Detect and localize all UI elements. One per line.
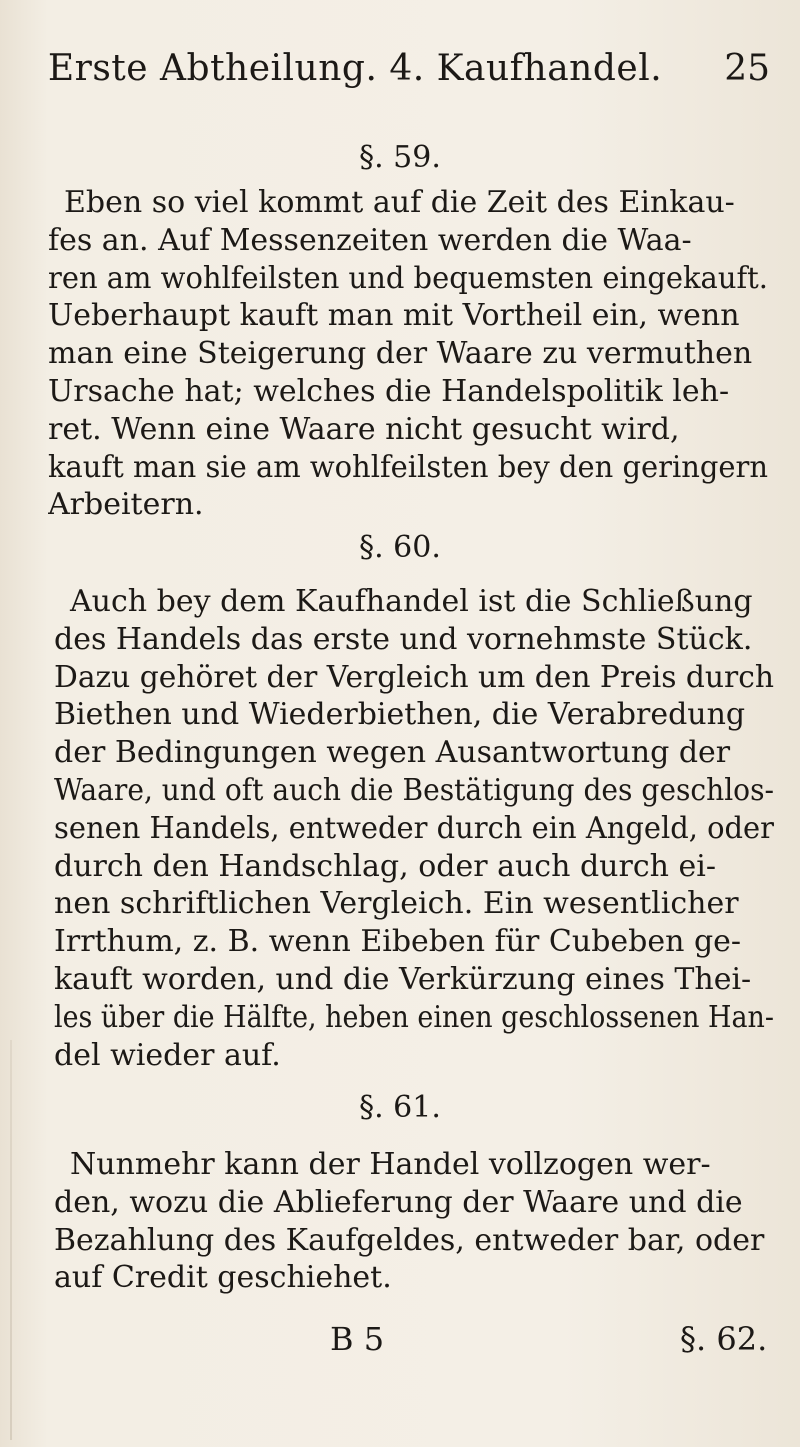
page-number: 25 xyxy=(724,48,770,89)
text-line: auf Credit geschiehet. xyxy=(54,1260,392,1296)
text-line: Nunmehr kann der Handel vollzogen wer- xyxy=(70,1147,711,1182)
section-heading-60: §. 60. xyxy=(359,530,441,565)
running-header xyxy=(30,48,770,98)
text-line: der Bedingungen wegen Ausantwortung der xyxy=(54,735,731,771)
text-line: kauft man sie am wohlfeilsten bey den geringern xyxy=(48,449,768,485)
text-line: senen Handels, entweder durch ein Angeld, oder xyxy=(54,810,774,846)
section-heading-59: §. 59. xyxy=(359,140,441,175)
running-title: Erste Abtheilung. 4. Kaufhandel. xyxy=(47,48,663,89)
text-line: nen schriftlichen Vergleich. Ein wesentlicher xyxy=(54,886,739,922)
text-line: Arbeitern. xyxy=(48,487,204,523)
text-line: Waare, und oft auch die Bestätigung des geschlos- xyxy=(54,772,774,808)
text-line: Dazu gehöret der Vergleich um den Preis durch xyxy=(54,659,774,695)
text-line: den, wozu die Ablieferung der Waare und die xyxy=(54,1184,743,1220)
section-heading-61: §. 61. xyxy=(359,1090,441,1125)
text-line: man eine Steigerung der Waare zu vermuthen xyxy=(48,336,753,372)
text-line: del wieder auf. xyxy=(54,1037,281,1073)
text-line: les über die Hälfte, heben einen geschlossenen Han- xyxy=(54,999,774,1035)
text-line: ret. Wenn eine Waare nicht gesucht wird, xyxy=(48,411,680,447)
text-line: fes an. Auf Messenzeiten werden die Waa- xyxy=(48,222,692,258)
text-line: des Handels das erste und vornehmste Stück. xyxy=(54,621,753,657)
text-line: ren am wohlfeilsten und bequemsten eingekauft. xyxy=(48,260,768,296)
signature-mark: B 5 xyxy=(330,1320,385,1358)
catchword: §. 62. xyxy=(680,1320,768,1358)
text-line: Ueberhaupt kauft man mit Vortheil ein, wenn xyxy=(48,298,740,334)
text-line: Irrthum, z. B. wenn Eibeben für Cubeben ge- xyxy=(54,924,742,960)
text-line: Auch bey dem Kaufhandel ist die Schließung xyxy=(70,584,753,619)
paragraph-60 xyxy=(54,583,774,1074)
text-line: Eben so viel kommt auf die Zeit des Einkau- xyxy=(64,185,735,220)
paragraph-59 xyxy=(48,184,768,524)
text-line: kauft worden, und die Verkürzung eines Thei- xyxy=(54,961,752,997)
text-line: durch den Handschlag, oder auch durch ei- xyxy=(54,848,716,884)
paragraph-61 xyxy=(54,1146,774,1297)
text-line: Biethen und Wiederbiethen, die Verabredung xyxy=(54,697,746,733)
text-line: Ursache hat; welches die Handelspolitik leh- xyxy=(48,373,730,409)
page-footer xyxy=(0,1320,800,1370)
text-line: Bezahlung des Kaufgeldes, entweder bar, oder xyxy=(54,1222,765,1258)
